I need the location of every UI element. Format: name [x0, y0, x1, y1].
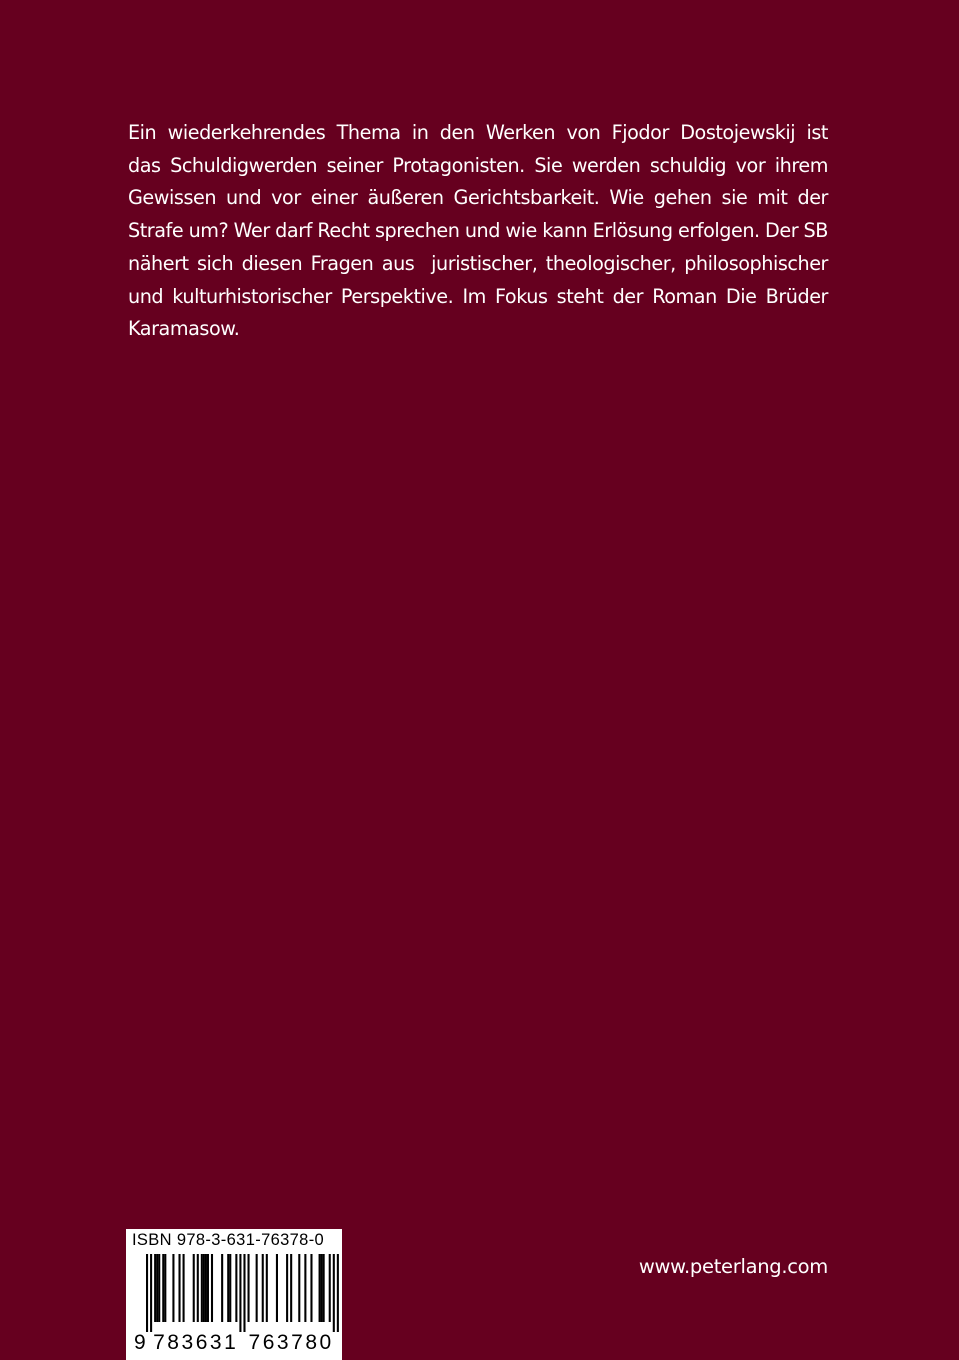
- barcode-bar: [337, 1254, 339, 1332]
- barcode-bar: [321, 1254, 323, 1322]
- isbn-barcode: [126, 1229, 342, 1360]
- barcode-bar: [276, 1254, 278, 1322]
- barcode-digit: 9: [134, 1331, 146, 1354]
- barcode-digit: 1: [224, 1331, 236, 1354]
- barcode-bar: [239, 1254, 241, 1332]
- barcode-bar: [266, 1254, 268, 1322]
- barcode-digit: 6: [262, 1331, 275, 1354]
- barcode-digit: 7: [153, 1331, 165, 1354]
- publisher-url[interactable]: www.peterlang.com: [638, 1255, 828, 1278]
- blurb-line: nähert sich diesen Fragen aus juristischer, theologischer, philosophischer: [128, 251, 828, 275]
- blurb-text: [128, 117, 828, 346]
- barcode-bar: [193, 1254, 195, 1322]
- barcode-bar: [329, 1254, 331, 1322]
- barcode-bar: [304, 1254, 306, 1322]
- barcode-bar: [323, 1254, 325, 1322]
- barcode-bar: [205, 1254, 207, 1322]
- barcode-bar: [310, 1254, 312, 1322]
- barcode-digit: 3: [209, 1331, 222, 1354]
- barcode-bar: [243, 1254, 245, 1332]
- barcode-bar: [298, 1254, 300, 1322]
- barcode-bar: [333, 1254, 335, 1332]
- barcode-digit: 3: [181, 1331, 194, 1354]
- barcode-bar: [158, 1254, 160, 1322]
- blurb-line: und kulturhistorischer Perspektive. Im Fokus steht der Roman Die Brüder: [128, 284, 828, 308]
- barcode-bar: [201, 1254, 203, 1322]
- barcode-bar: [203, 1254, 205, 1322]
- barcode-bar: [290, 1254, 292, 1322]
- barcode-bar: [178, 1254, 180, 1322]
- barcode-bar: [172, 1254, 174, 1322]
- barcode-bar: [227, 1254, 229, 1322]
- barcode-digit: 3: [276, 1331, 289, 1354]
- barcode-bar: [286, 1254, 288, 1322]
- barcode-digit: 6: [195, 1331, 208, 1354]
- barcode-bar: [221, 1254, 223, 1322]
- barcode-bar: [262, 1254, 264, 1322]
- barcode-digit: 8: [167, 1331, 179, 1354]
- barcode-bar: [150, 1254, 152, 1332]
- blurb-line: Gewissen und vor einer äußeren Gerichtsbarkeit. Wie gehen sie mit der: [128, 186, 828, 210]
- barcode-digit: 0: [319, 1331, 332, 1354]
- barcode-bar: [146, 1254, 148, 1332]
- barcode-digit: 8: [305, 1331, 318, 1354]
- barcode-bar: [183, 1254, 185, 1322]
- barcode-bar: [319, 1254, 321, 1322]
- blurb-line: Karamasow.: [128, 317, 240, 341]
- barcode-bar: [164, 1254, 166, 1322]
- barcode-bar: [156, 1254, 158, 1322]
- blurb-line: Ein wiederkehrendes Thema in den Werken von Fjodor Dostojewskij ist: [128, 121, 828, 144]
- barcode-bar: [211, 1254, 213, 1322]
- barcode-digit: 7: [248, 1331, 261, 1354]
- barcode-bar: [197, 1254, 199, 1322]
- blurb-line: das Schuldigwerden seiner Protagonisten. Sie werden schuldig vor ihrem: [128, 153, 828, 177]
- barcode-bar: [235, 1254, 237, 1322]
- barcode-bars: [126, 1229, 342, 1360]
- barcode-bar: [229, 1254, 231, 1322]
- barcode-digit: 7: [291, 1331, 303, 1354]
- barcode-bar: [207, 1254, 209, 1322]
- isbn-label: ISBN 978-3-631-76378-0: [132, 1231, 325, 1249]
- barcode-bar: [162, 1254, 164, 1322]
- barcode-bar: [256, 1254, 258, 1322]
- barcode-bar: [248, 1254, 250, 1322]
- barcode-bar: [154, 1254, 156, 1322]
- blurb-line: Strafe um? Wer darf Recht sprechen und wie kann Erlösung erfolgen. Der SB: [128, 219, 828, 243]
